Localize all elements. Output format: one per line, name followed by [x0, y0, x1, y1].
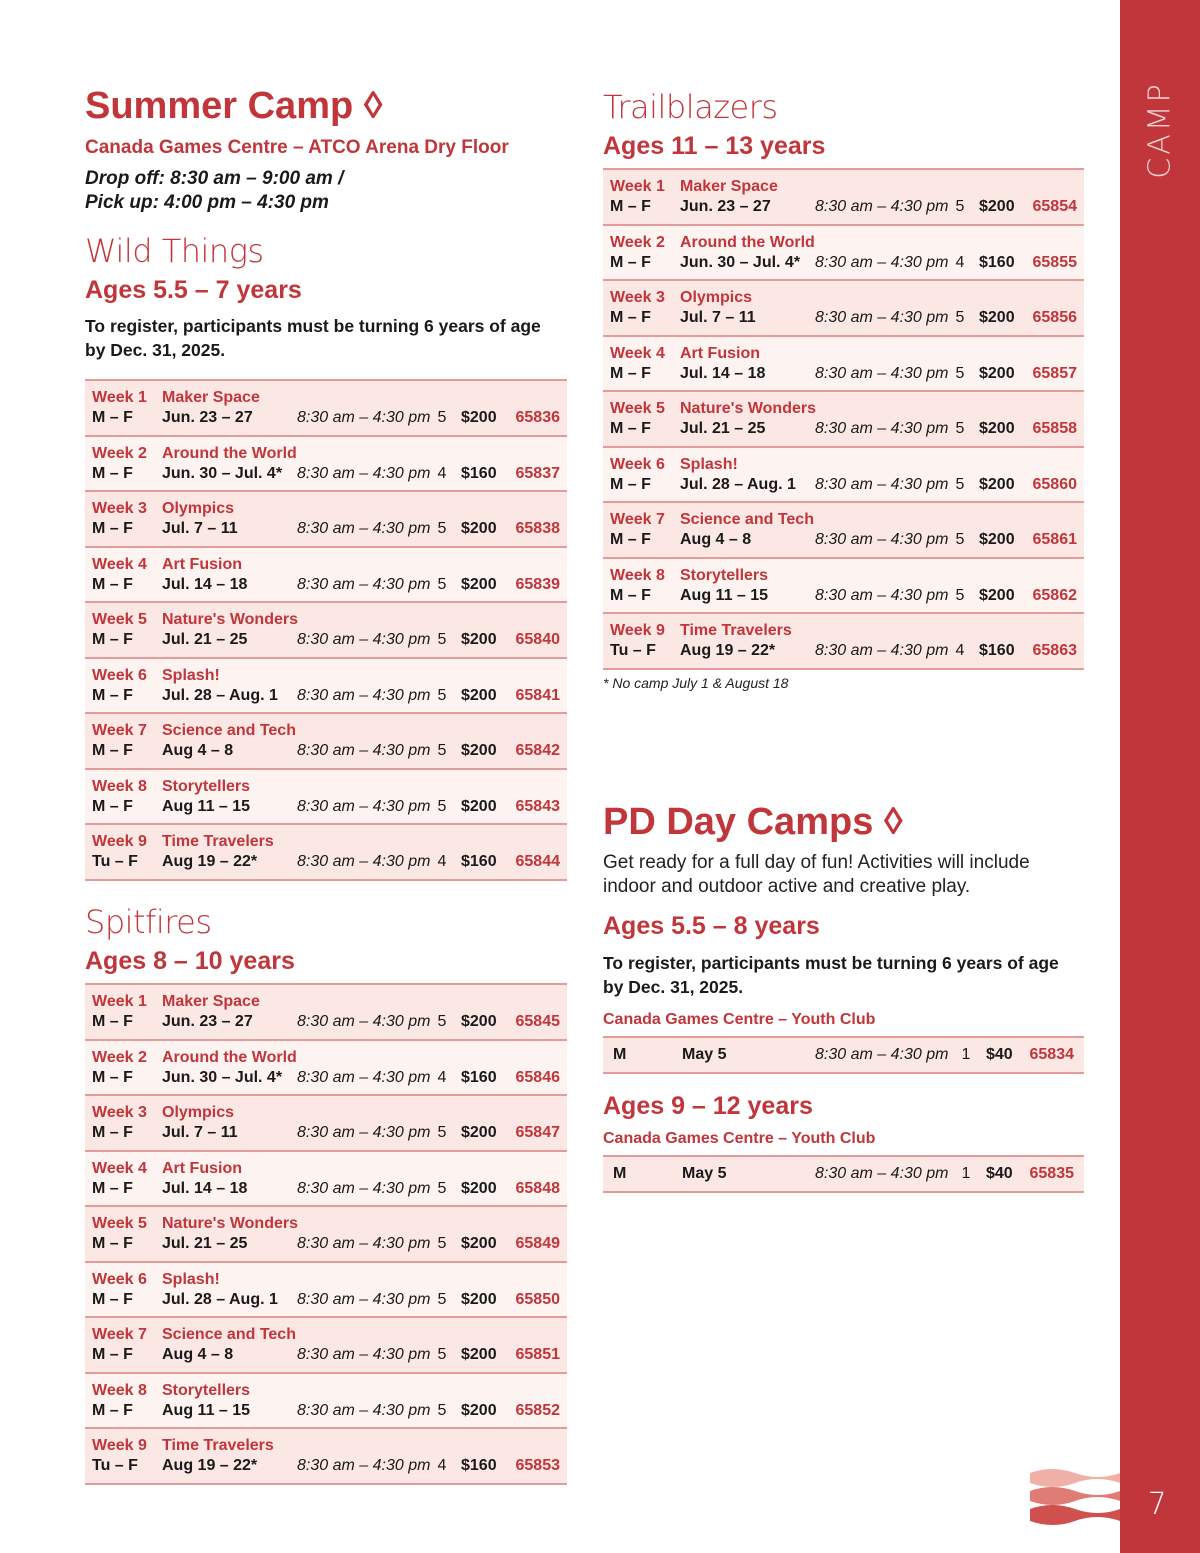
row-week: Week 4	[92, 555, 147, 573]
row-price: $40	[986, 1046, 1013, 1063]
table-row	[85, 770, 567, 826]
row-date: Aug 19 – 22*	[680, 642, 776, 659]
table-row	[603, 226, 1084, 282]
row-sessions: 5	[437, 686, 447, 704]
row-date: Jul. 7 – 11	[680, 309, 756, 326]
row-camp-name: Art Fusion	[162, 1159, 242, 1177]
row-code: 65854	[1032, 198, 1077, 215]
row-week: Week 7	[92, 1326, 147, 1343]
pd-location-a: Canada Games Centre – Youth Club	[603, 1011, 876, 1028]
row-price: $200	[461, 1346, 497, 1363]
row-date: Jul. 14 – 18	[162, 1179, 248, 1197]
table-row	[85, 437, 567, 493]
row-days: M – F	[92, 520, 133, 537]
row-week: Week 8	[92, 777, 147, 795]
row-sessions: 5	[437, 1124, 447, 1141]
spitfires-table	[85, 983, 567, 1485]
row-week: Week 3	[92, 500, 147, 517]
row-days: M – F	[92, 1013, 133, 1030]
row-sessions: 5	[437, 1401, 447, 1419]
row-days: M – F	[610, 198, 651, 215]
row-code: 65845	[515, 1013, 560, 1030]
row-date: Jul. 21 – 25	[162, 631, 248, 648]
row-price: $200	[461, 1401, 497, 1419]
row-week: Week 1	[610, 178, 665, 195]
pickup-time: Pick up: 4:00 pm – 4:30 pm	[85, 192, 329, 213]
row-camp-name: Olympics	[680, 289, 753, 306]
row-days: M – F	[92, 1124, 133, 1141]
row-date: Aug 4 – 8	[162, 1346, 234, 1363]
row-camp-name: Around the World	[680, 233, 815, 251]
row-camp-name: Time Travelers	[680, 622, 792, 639]
row-week: Week 3	[92, 1104, 147, 1121]
spitfires-ages: Ages 8 – 10 years	[85, 947, 295, 975]
row-camp-name: Maker Space	[162, 993, 260, 1010]
pd-description-2: indoor and outdoor active and creative play.	[603, 876, 971, 897]
row-sessions: 4	[437, 853, 447, 870]
row-week: Week 5	[610, 400, 665, 417]
row-code: 65858	[1032, 420, 1077, 437]
row-code: 65848	[515, 1179, 560, 1197]
row-time: 8:30 am – 4:30 pm	[297, 1179, 431, 1197]
row-week: Week 7	[92, 722, 147, 739]
row-week: Week 5	[92, 611, 147, 628]
trailblazers-table	[603, 168, 1084, 670]
table-row	[603, 281, 1084, 337]
row-sessions: 4	[955, 642, 965, 659]
row-time: 8:30 am – 4:30 pm	[297, 409, 431, 426]
row-date: Jun. 23 – 27	[162, 409, 253, 426]
row-time: 8:30 am – 4:30 pm	[815, 253, 949, 271]
side-bar	[1120, 0, 1200, 1553]
row-date: Jul. 28 – Aug. 1	[162, 1290, 278, 1308]
wild-things-title: Wild Things	[85, 232, 264, 270]
summer-camp-header	[85, 84, 567, 128]
row-camp-name: Around the World	[162, 1048, 297, 1066]
wild-things-note-1: To register, participants must be turning 6 years of age	[85, 316, 541, 336]
row-time: 8:30 am – 4:30 pm	[815, 531, 949, 548]
table-row	[603, 503, 1084, 559]
table-row	[85, 1096, 567, 1152]
trailblazers-title: Trailblazers	[603, 88, 778, 126]
row-days: M	[613, 1165, 627, 1182]
row-sessions: 5	[437, 520, 447, 537]
row-week: Week 7	[610, 511, 665, 528]
row-date: Jul. 7 – 11	[162, 1124, 238, 1141]
row-code: 65860	[1032, 475, 1077, 493]
pd-note-2: by Dec. 31, 2025.	[603, 977, 744, 997]
row-price: $200	[461, 575, 497, 593]
spitfires-title: Spitfires	[85, 903, 212, 941]
row-date: Jul. 28 – Aug. 1	[680, 475, 796, 493]
row-days: M – F	[92, 686, 133, 704]
row-time: 8:30 am – 4:30 pm	[297, 575, 431, 593]
table-row	[603, 614, 1084, 670]
pd-ages-a: Ages 5.5 – 8 years	[603, 912, 820, 940]
row-code: 65853	[515, 1457, 560, 1474]
row-price: $200	[979, 198, 1015, 215]
row-code: 65862	[1032, 586, 1077, 604]
row-week: Week 9	[92, 1437, 147, 1454]
row-code: 65850	[515, 1290, 560, 1308]
row-date: Jul. 21 – 25	[680, 420, 766, 437]
row-date: Aug 11 – 15	[162, 797, 251, 815]
row-time: 8:30 am – 4:30 pm	[297, 1235, 431, 1252]
table-row	[85, 1207, 567, 1263]
row-week: Week 4	[610, 344, 665, 362]
row-camp-name: Storytellers	[162, 1381, 251, 1399]
row-date: Aug 19 – 22*	[162, 853, 258, 870]
row-time: 8:30 am – 4:30 pm	[815, 586, 949, 604]
wild-things-note-2: by Dec. 31, 2025.	[85, 340, 226, 360]
row-camp-name: Storytellers	[680, 566, 769, 584]
row-sessions: 5	[437, 1346, 447, 1363]
pd-ages-b: Ages 9 – 12 years	[603, 1092, 813, 1120]
row-week: Week 9	[92, 833, 147, 850]
wave-decoration	[1030, 1465, 1120, 1535]
row-time: 8:30 am – 4:30 pm	[297, 1068, 431, 1086]
row-days: M – F	[610, 309, 651, 326]
row-camp-name: Science and Tech	[680, 511, 814, 528]
row-sessions: 5	[955, 309, 965, 326]
row-time: 8:30 am – 4:30 pm	[815, 309, 949, 326]
row-time: 8:30 am – 4:30 pm	[297, 797, 431, 815]
table-row	[85, 548, 567, 604]
row-time: 8:30 am – 4:30 pm	[815, 420, 949, 437]
row-days: M – F	[92, 1179, 133, 1197]
row-week: Week 9	[610, 622, 665, 639]
row-days: M – F	[610, 420, 651, 437]
row-code: 65863	[1032, 642, 1077, 659]
row-days: M – F	[92, 409, 133, 426]
row-camp-name: Nature's Wonders	[680, 400, 816, 417]
row-camp-name: Art Fusion	[680, 344, 760, 362]
row-time: 8:30 am – 4:30 pm	[297, 1457, 431, 1474]
row-camp-name: Time Travelers	[162, 833, 274, 850]
row-code: 65855	[1032, 253, 1077, 271]
row-camp-name: Science and Tech	[162, 1326, 296, 1343]
row-time: 8:30 am – 4:30 pm	[297, 853, 431, 870]
section-label: CAMP	[1142, 81, 1178, 179]
wild-things-ages: Ages 5.5 – 7 years	[85, 276, 302, 304]
row-time: 8:30 am – 4:30 pm	[815, 475, 949, 493]
row-time: 8:30 am – 4:30 pm	[297, 686, 431, 704]
row-week: Week 2	[92, 444, 147, 462]
row-date: Aug 11 – 15	[162, 1401, 251, 1419]
row-price: $160	[461, 853, 497, 870]
row-days: Tu – F	[610, 642, 656, 659]
row-days: M – F	[92, 1401, 133, 1419]
table-row	[85, 659, 567, 715]
row-price: $200	[461, 1013, 497, 1030]
row-days: M – F	[610, 531, 651, 548]
row-sessions: 5	[437, 1013, 447, 1030]
row-code: 65846	[515, 1068, 560, 1086]
row-camp-name: Splash!	[680, 455, 738, 473]
row-date: Jul. 28 – Aug. 1	[162, 686, 278, 704]
row-time: 8:30 am – 4:30 pm	[815, 198, 949, 215]
row-price: $160	[979, 253, 1015, 271]
table-row	[603, 1157, 1084, 1193]
row-camp-name: Around the World	[162, 444, 297, 462]
row-sessions: 5	[955, 586, 965, 604]
row-time: 8:30 am – 4:30 pm	[297, 464, 431, 482]
row-sessions: 5	[437, 1235, 447, 1252]
row-days: M – F	[610, 586, 651, 604]
row-code: 65834	[1029, 1046, 1074, 1063]
row-camp-name: Maker Space	[680, 178, 778, 195]
row-days: Tu – F	[92, 853, 138, 870]
table-row	[603, 559, 1084, 615]
row-camp-name: Nature's Wonders	[162, 1215, 298, 1232]
row-price: $200	[461, 520, 497, 537]
row-week: Week 1	[92, 389, 147, 406]
row-date: Aug 19 – 22*	[162, 1457, 258, 1474]
row-price: $40	[986, 1165, 1013, 1182]
row-code: 65838	[515, 520, 560, 537]
row-days: M – F	[92, 797, 133, 815]
row-code: 65840	[515, 631, 560, 648]
row-sessions: 5	[437, 1179, 447, 1197]
row-sessions: 5	[955, 198, 965, 215]
table-row	[85, 825, 567, 881]
table-row	[85, 1263, 567, 1319]
row-camp-name: Splash!	[162, 1270, 220, 1288]
row-price: $200	[461, 1235, 497, 1252]
table-row	[85, 1041, 567, 1097]
row-code: 65839	[515, 575, 560, 593]
row-price: $200	[461, 631, 497, 648]
pd-location-b: Canada Games Centre – Youth Club	[603, 1130, 876, 1147]
table-row	[85, 381, 567, 437]
pd-note-1: To register, participants must be turning 6 years of age	[603, 953, 1059, 973]
row-date: Jun. 30 – Jul. 4*	[680, 253, 801, 271]
row-sessions: 5	[955, 531, 965, 548]
pd-description-1: Get ready for a full day of fun! Activities will include	[603, 852, 1030, 873]
row-sessions: 5	[437, 409, 447, 426]
row-price: $200	[461, 686, 497, 704]
row-week: Week 8	[610, 566, 665, 584]
pd-table-a	[603, 1036, 1084, 1074]
row-date: Aug 11 – 15	[680, 586, 769, 604]
row-code: 65857	[1032, 364, 1077, 382]
row-code: 65837	[515, 464, 560, 482]
row-date: Jun. 23 – 27	[162, 1013, 253, 1030]
row-date: Aug 4 – 8	[680, 531, 752, 548]
row-date: Jul. 21 – 25	[162, 1235, 248, 1252]
row-time: 8:30 am – 4:30 pm	[297, 1346, 431, 1363]
row-days: Tu – F	[92, 1457, 138, 1474]
table-row	[603, 392, 1084, 448]
row-price: $160	[461, 464, 497, 482]
row-week: Week 6	[92, 1270, 147, 1288]
row-time: 8:30 am – 4:30 pm	[297, 1290, 431, 1308]
row-days: M – F	[92, 1346, 133, 1363]
table-row	[603, 170, 1084, 226]
table-row	[85, 1152, 567, 1208]
row-code: 65844	[515, 853, 560, 870]
row-days: M – F	[92, 1235, 133, 1252]
wild-things-table	[85, 379, 567, 881]
row-week: Week 6	[610, 455, 665, 473]
row-date: Jul. 14 – 18	[162, 575, 248, 593]
row-sessions: 5	[437, 742, 447, 759]
row-code: 65843	[515, 797, 560, 815]
row-code: 65847	[515, 1124, 560, 1141]
row-price: $200	[461, 742, 497, 759]
row-week: Week 5	[92, 1215, 147, 1232]
table-row	[85, 1318, 567, 1374]
table-row	[85, 1374, 567, 1430]
row-time: 8:30 am – 4:30 pm	[297, 742, 431, 759]
row-sessions: 4	[437, 464, 447, 482]
trailblazers-ages: Ages 11 – 13 years	[603, 132, 826, 160]
row-time: 8:30 am – 4:30 pm	[815, 1046, 949, 1063]
row-code: 65852	[515, 1401, 560, 1419]
pd-table-b	[603, 1155, 1084, 1193]
row-price: $200	[461, 1124, 497, 1141]
row-camp-name: Storytellers	[162, 777, 251, 795]
page-number: 7	[1147, 1487, 1167, 1522]
row-code: 65851	[515, 1346, 560, 1363]
row-days: M – F	[92, 1068, 133, 1086]
row-code: 65861	[1032, 531, 1077, 548]
row-code: 65849	[515, 1235, 560, 1252]
row-code: 65835	[1029, 1165, 1074, 1182]
row-sessions: 5	[437, 631, 447, 648]
row-sessions: 4	[437, 1068, 447, 1086]
row-date: Jun. 23 – 27	[680, 198, 771, 215]
row-sessions: 5	[437, 575, 447, 593]
row-week: Week 1	[92, 993, 147, 1010]
row-price: $200	[979, 420, 1015, 437]
row-price: $200	[979, 586, 1015, 604]
row-time: 8:30 am – 4:30 pm	[815, 642, 949, 659]
row-price: $200	[979, 475, 1015, 493]
row-price: $200	[979, 364, 1015, 382]
row-days: M – F	[92, 1290, 133, 1308]
row-week: Week 4	[92, 1159, 147, 1177]
table-row	[603, 448, 1084, 504]
row-price: $200	[979, 531, 1015, 548]
row-time: 8:30 am – 4:30 pm	[297, 1013, 431, 1030]
summer-camp-title: Summer Camp ◊	[85, 85, 383, 127]
row-days: M – F	[92, 575, 133, 593]
row-sessions: 5	[437, 797, 447, 815]
row-week: Week 2	[610, 233, 665, 251]
row-time: 8:30 am – 4:30 pm	[815, 1165, 949, 1182]
table-row	[603, 1038, 1084, 1074]
row-sessions: 5	[955, 475, 965, 493]
row-sessions: 1	[961, 1046, 971, 1063]
row-camp-name: Splash!	[162, 666, 220, 684]
table-row	[85, 1429, 567, 1485]
row-camp-name: Time Travelers	[162, 1437, 274, 1454]
row-code: 65836	[515, 409, 560, 426]
row-days: M	[613, 1046, 627, 1063]
row-camp-name: Science and Tech	[162, 722, 296, 739]
row-price: $200	[461, 797, 497, 815]
row-time: 8:30 am – 4:30 pm	[297, 1124, 431, 1141]
row-sessions: 1	[961, 1165, 971, 1182]
row-camp-name: Maker Space	[162, 389, 260, 406]
table-row	[85, 492, 567, 548]
row-code: 65841	[515, 686, 560, 704]
row-camp-name: Nature's Wonders	[162, 611, 298, 628]
row-date: May 5	[682, 1046, 727, 1063]
row-date: Jul. 7 – 11	[162, 520, 238, 537]
row-price: $200	[979, 309, 1015, 326]
table-row	[603, 337, 1084, 393]
row-code: 65842	[515, 742, 560, 759]
row-price: $200	[461, 409, 497, 426]
row-sessions: 5	[437, 1290, 447, 1308]
row-time: 8:30 am – 4:30 pm	[815, 364, 949, 382]
row-price: $160	[461, 1068, 497, 1086]
row-sessions: 4	[437, 1457, 447, 1474]
row-date: Jul. 14 – 18	[680, 364, 766, 382]
row-week: Week 3	[610, 289, 665, 306]
row-time: 8:30 am – 4:30 pm	[297, 1401, 431, 1419]
row-days: M – F	[92, 464, 133, 482]
row-week: Week 6	[92, 666, 147, 684]
row-week: Week 2	[92, 1048, 147, 1066]
row-price: $160	[979, 642, 1015, 659]
row-price: $200	[461, 1179, 497, 1197]
row-date: Aug 4 – 8	[162, 742, 234, 759]
table-row	[85, 603, 567, 659]
row-sessions: 5	[955, 364, 965, 382]
row-days: M – F	[610, 475, 651, 493]
row-date: May 5	[682, 1165, 727, 1182]
table-row	[85, 985, 567, 1041]
footnote: * No camp July 1 & August 18	[603, 675, 789, 691]
pd-day-camps-title: PD Day Camps ◊	[603, 801, 903, 843]
row-week: Week 8	[92, 1381, 147, 1399]
row-price: $160	[461, 1457, 497, 1474]
row-camp-name: Art Fusion	[162, 555, 242, 573]
row-sessions: 4	[955, 253, 965, 271]
table-row	[85, 714, 567, 770]
row-days: M – F	[92, 742, 133, 759]
row-price: $200	[461, 1290, 497, 1308]
summer-location: Canada Games Centre – ATCO Arena Dry Floor	[85, 137, 509, 158]
row-camp-name: Olympics	[162, 500, 235, 517]
row-time: 8:30 am – 4:30 pm	[297, 631, 431, 648]
row-date: Jun. 30 – Jul. 4*	[162, 1068, 283, 1086]
row-date: Jun. 30 – Jul. 4*	[162, 464, 283, 482]
row-camp-name: Olympics	[162, 1104, 235, 1121]
row-sessions: 5	[955, 420, 965, 437]
row-code: 65856	[1032, 309, 1077, 326]
row-days: M – F	[610, 253, 651, 271]
row-time: 8:30 am – 4:30 pm	[297, 520, 431, 537]
row-days: M – F	[610, 364, 651, 382]
row-days: M – F	[92, 631, 133, 648]
dropoff-time: Drop off: 8:30 am – 9:00 am /	[85, 168, 344, 189]
